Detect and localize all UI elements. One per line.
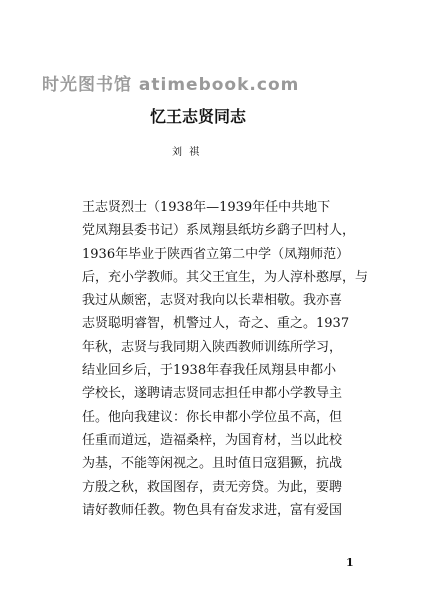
body-line: 党凤翔县委书记）系凤翔县纸坊乡鹞子凹村人， <box>82 223 356 239</box>
body-line: 我过从颇密，志贤对我向以长辈相敬。我亦喜 <box>82 293 343 309</box>
body-line: 任重而道远，造福桑梓，为国育材，当以此校 <box>82 432 343 448</box>
author-name: 刘 祺 <box>172 147 202 158</box>
body-line: 后，充小学教师。其父王宜生，为人淳朴憨厚，与 <box>82 269 369 285</box>
watermark: 时光图书馆 atimebook.com <box>42 75 300 95</box>
body-line: 结业回乡后，于1938年春我任凤翔县申都小 <box>82 363 337 379</box>
body-line: 1936年毕业于陕西省立第二中学（凤翔师范） <box>82 246 350 262</box>
body-line: 王志贤烈士（1938年—1939年任中共地下 <box>82 200 331 215</box>
body-text <box>82 196 382 522</box>
body-line: 学校长，遂聘请志贤同志担任申都小学教导主 <box>82 386 343 402</box>
body-line: 任。他向我建议：你长申都小学位虽不高，但 <box>82 409 343 425</box>
body-line: 年秋，志贤与我同期入陕西教师训练所学习， <box>82 339 343 355</box>
body-line: 请好教师任教。物色具有奋发求进，富有爱国 <box>82 502 343 518</box>
body-line: 志贤聪明睿智，机警过人，奇之、重之。1937 <box>82 316 350 332</box>
body-line: 为基，不能等闲视之。且时值日寇猖獗，抗战 <box>82 456 343 472</box>
body-line: 方殷之秋，救国图存，责无旁贷。为此，要聘 <box>82 479 343 495</box>
page-number: 1 <box>346 556 354 569</box>
article-title: 忆王志贤同志 <box>150 107 247 126</box>
